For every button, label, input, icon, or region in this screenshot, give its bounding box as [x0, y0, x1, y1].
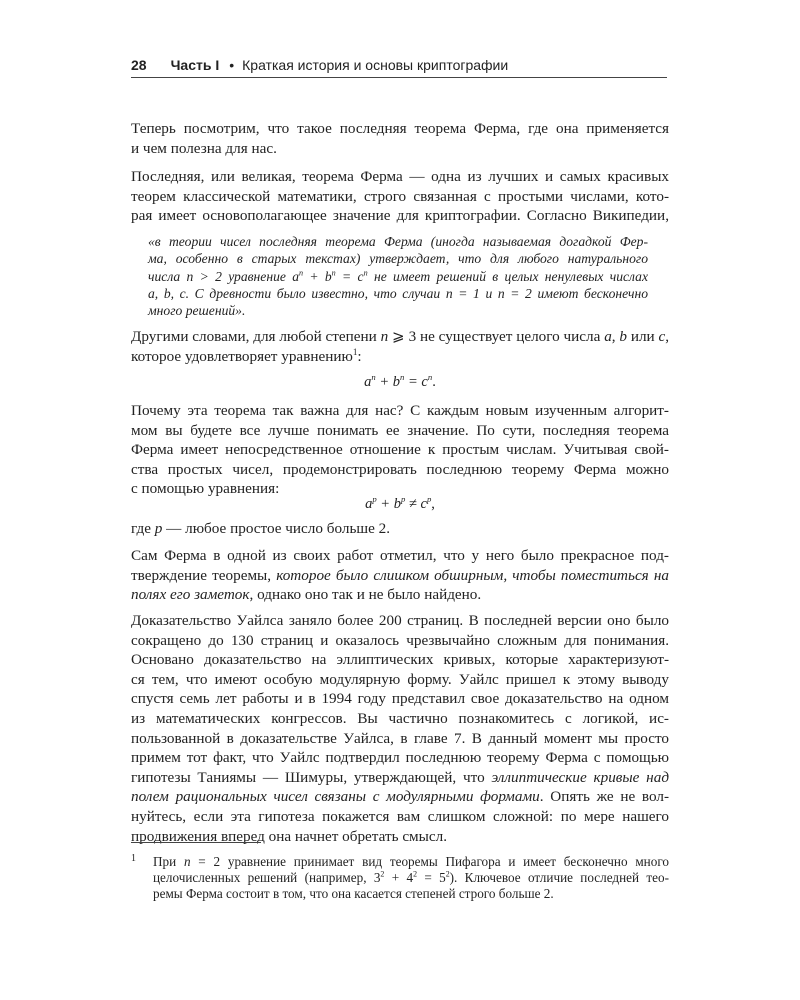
- text-line: рая имеет основополагающее значение для криптографии. Согласно Википедии,: [131, 207, 669, 225]
- text-line: гипотезы Таниямы — Шимуры, утверждающей, что эллиптические кривые над: [131, 768, 669, 786]
- text-line: Почему эта теорема так важна для нас? С каждым новым изученным алгорит-: [131, 402, 669, 419]
- text-line: ся тем, что имеют особую модулярную форму. Уайлс пришел к этому выводу: [131, 670, 669, 688]
- part-label: Часть I: [170, 57, 220, 73]
- text-line: полях его заметок, однако оно так и не было найдено.: [131, 586, 482, 604]
- paragraph-wiles-proof: [131, 611, 669, 846]
- text-line: которое удовлетворяет уравнению$^1$:: [131, 346, 362, 365]
- text-line: Доказательство Уайлса заняло более 200 страниц. В последней версии оно было: [131, 612, 669, 629]
- text-line: где p — любое простое число больше 2.: [131, 520, 391, 537]
- running-header: [131, 56, 667, 78]
- header-bullet: •: [229, 57, 235, 73]
- text-line: ства простых чисел, продемонстрировать последнюю теорему Ферма можно: [131, 460, 669, 478]
- footnote-line: целочисленных решений (например, $3^2 + 4^2 = 5^2$). Ключевое отличие последней тео-: [153, 869, 670, 886]
- text-line: продвижения вперед она начнет обретать смысл.: [131, 827, 447, 845]
- page-number: 28: [131, 57, 147, 73]
- footnote-number: 1: [131, 853, 136, 864]
- paragraph-why-important: [131, 401, 669, 499]
- quote-line: числа n > 2 уравнение $a^n + b^n = c^n$ не имеет решений в целых ненулевых числах: [148, 268, 648, 284]
- paragraph-intro: [131, 119, 669, 158]
- footnote-line: ремы Ферма состоит в том, что она касается степеней строго больше 2.: [153, 886, 554, 902]
- footnote: [153, 854, 669, 903]
- text-line: полем рациональных чисел связаны с модулярными формами. Опять же не вол-: [131, 788, 670, 806]
- text-line: спустя семь лет работы и в 1994 году представил свое доказательство на одном: [131, 690, 669, 708]
- quote-line: a, b, c. С древности было известно, что случаи n = 1 и n = 2 имеют бесконечно: [148, 285, 648, 301]
- paragraph-where-p: [131, 519, 669, 539]
- text-line: теорем классической математики, строго связанная с простыми числами, кото-: [131, 187, 669, 205]
- text-line: Теперь посмотрим, что такое последняя теорема Ферма, где она применяется: [131, 120, 669, 137]
- text-line: мом вы будете все лучше понимать ее значение. По сути, последняя теорема: [131, 421, 669, 439]
- text-line: из математических конгрессов. Вы частично познакомитесь с логикой, ис-: [131, 709, 669, 727]
- text-line: нуйтесь, если эта гипотеза покажется вам слишком сложной: по мере нашего: [131, 807, 669, 825]
- footnote-line: При n = 2 уравнение принимает вид теоремы Пифагора и имеет бесконечно много: [153, 854, 669, 869]
- chapter-title: Краткая история и основы криптографии: [242, 57, 509, 73]
- text-line: Ферма имеет непосредственное отношение к простым числам. Учитывая свой-: [131, 441, 669, 459]
- paragraph-fermat-note: [131, 546, 669, 605]
- paragraph-fermat-definition: [131, 167, 669, 226]
- quote-line: много решений».: [148, 303, 246, 319]
- text-line: примем тот факт, что Уайлс подтвердил последнюю теорему Ферма с помощью: [131, 749, 669, 767]
- quote-line: «в теории чисел последняя теорема Ферма (иногда называемая догадкой Фер-: [148, 234, 648, 249]
- text-line: Основано доказательство на эллиптических кривых, которые характеризуют-: [131, 651, 669, 669]
- equation-fermat: $a^n + b^n = c^n$.: [364, 372, 436, 390]
- text-line: тверждение теоремы, которое было слишком обширным, чтобы поместиться на: [131, 566, 669, 584]
- paragraph-in-other-words: [131, 327, 669, 366]
- text-line: сокращено до 130 страниц и оказалось чрезвычайно сложным для понимания.: [131, 631, 669, 649]
- text-line: Сам Ферма в одной из своих работ отметил, что у него было прекрасное под-: [131, 547, 669, 564]
- text-line: и чем полезна для нас.: [131, 139, 277, 157]
- quote-line: ма, особенно в старых текстах) утверждает, что для любого натурального: [148, 251, 648, 267]
- equation-prime: $a^p + b^p \ne c^p$,: [365, 494, 435, 512]
- text-line: Последняя, или великая, теорема Ферма — одна из лучших и самых красивых: [131, 168, 669, 185]
- footnote-separator: [131, 842, 261, 843]
- text-line: с помощью уравнения:: [131, 480, 280, 498]
- wikipedia-quote: [148, 233, 648, 319]
- text-line: пользованной в доказательстве Уайлса, в главе 7. В данный момент мы просто: [131, 729, 669, 747]
- footnote-ref: 1: [352, 346, 358, 357]
- text-line: Другими словами, для любой степени n ⩾ 3 не существует целого числа a, b или c,: [131, 328, 670, 345]
